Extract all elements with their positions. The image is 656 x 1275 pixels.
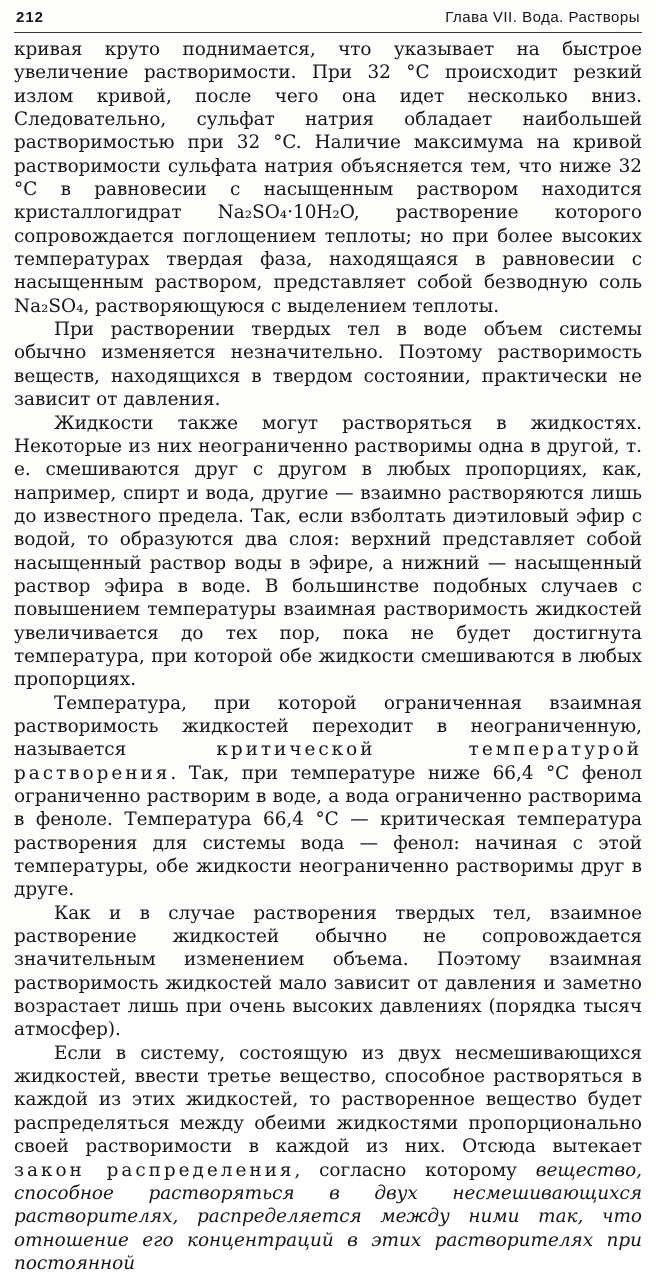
paragraph-text: кривая круто поднимается, что указывает на быстрое увеличение растворимости. При 32 °C происходит резкий излом кривой, после чего она идет несколько вниз. Следовательно, сульфат натрия обладает наибольшей растворимостью при 32 °C. Наличие максимума на кривой растворимости сульфата натрия объясняется тем, что ниже 32 °C в равновесии с насыщенным раствором находится кристаллогидрат Na₂SO₄·10H₂O, растворение которого сопровождается поглощением теплоты; но при более высоких температурах твердая фаза, находящаяся в равновесии с насыщенным раствором, представляет собой безводную соль Na₂SO₄, растворяющуюся с выделением теплоты. bbox=[14, 39, 642, 317]
paragraph-text: Температура, при которой ограниченная взаимная растворимость жидкостей переходит в неограниченную, называется bbox=[14, 692, 642, 761]
running-head: Глава VII. Вода. Растворы bbox=[445, 9, 640, 26]
page-body bbox=[14, 38, 642, 1274]
paragraph bbox=[14, 692, 642, 902]
page-number: 212 bbox=[16, 9, 45, 26]
paragraph-text: Как и в случае растворения твердых тел, взаимное растворение жидкостей обычно не сопровождается значительным изменением объема. Поэтому взаимная растворимость жидкостей мало зависит от давления и заметно возрастает лишь при очень высоких давлениях (порядка тысяч атмосфер). bbox=[14, 902, 642, 1041]
spaced-term: закон распределения bbox=[14, 1159, 295, 1181]
paragraph-text: , согласно которому bbox=[294, 1159, 536, 1181]
paragraph-text: При растворении твердых тел в воде объем системы обычно изменяется незначительно. Поэтому растворимость веществ, находящихся в твердом состоянии, практически не зависит от давления. bbox=[14, 319, 642, 411]
paragraph bbox=[14, 318, 642, 411]
page-header bbox=[14, 6, 642, 33]
paragraph bbox=[14, 1042, 642, 1275]
italic-law-statement: вещество, способное растворяться в двух несмешивающихся растворителях, распределяется между ними так, что отношение его концентраций в этих растворителях при постоянной bbox=[14, 1159, 642, 1274]
spaced-term: критической температурой растворения bbox=[14, 739, 642, 784]
paragraph bbox=[14, 412, 642, 692]
paragraph-text: Жидкости также могут растворяться в жидкостях. Некоторые из них неограниченно растворимы одна в другой, т. е. смешиваются друг с другом в любых пропорциях, как, например, спирт и вода, другие — взаимно растворяются лишь до известного предела. Так, если взболтать диэтиловый эфир с водой, то образуются два слоя: верхний представляет собой насыщенный раствор воды в эфире, а нижний — насыщенный раствор эфира в воде. В большинстве подобных случаев с повышением температуры взаимная растворимость жидкостей увеличивается до тех пор, пока не будет достигнута температура, при которой обе жидкости смешиваются в любых пропорциях. bbox=[14, 412, 642, 691]
paragraph-text: . Так, при температуре ниже 66,4 °C фенол ограниченно растворим в воде, а вода ограниченно растворима в феноле. Температура 66,4 °C — критическая температура растворения для системы вода — фенол: начиная с этой температуры, обе жидкости неограниченно растворимы друг в друге. bbox=[14, 762, 642, 901]
paragraph bbox=[14, 902, 642, 1042]
paragraph-text: Если в систему, состоящую из двух несмешивающихся жидкостей, ввести третье вещество, способное растворяться в каждой из этих жидкостей, то растворенное вещество будет распределяться между обеими жидкостями пропорционально своей растворимости в каждой из них. Отсюда вытекает bbox=[14, 1042, 642, 1158]
paragraph bbox=[14, 38, 642, 318]
